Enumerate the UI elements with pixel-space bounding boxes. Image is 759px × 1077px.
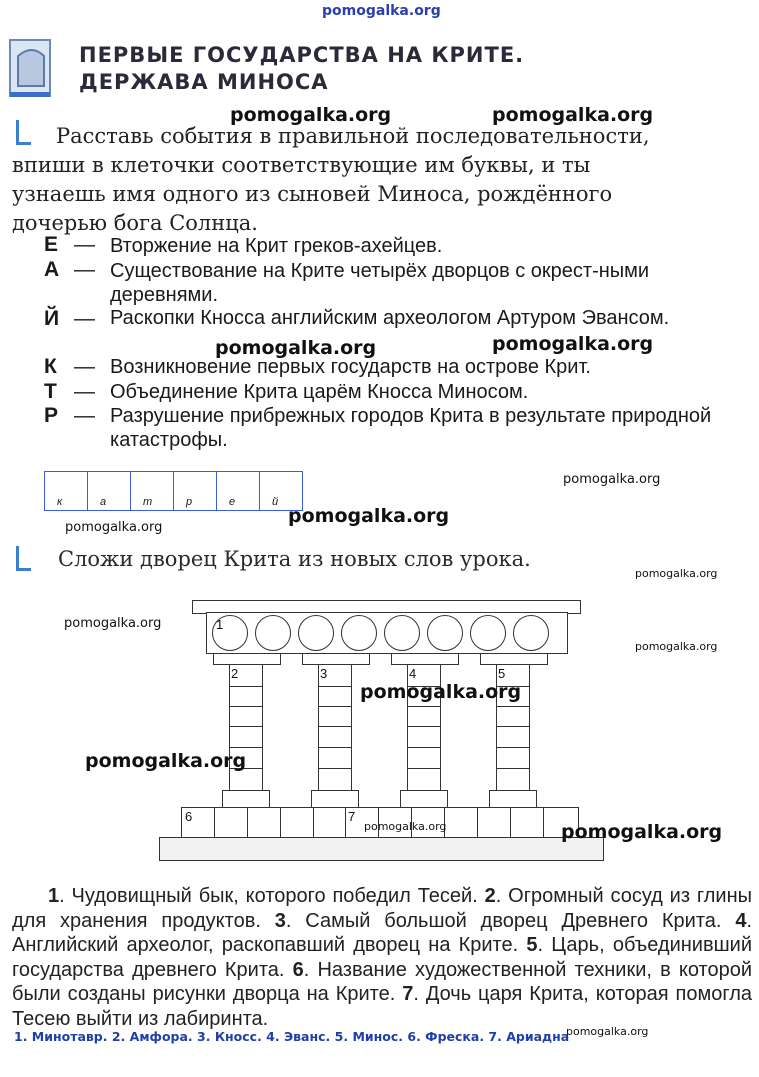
clue-number: 5 xyxy=(498,666,506,681)
watermark-top: pomogalka.org xyxy=(322,3,441,19)
crossword-cell[interactable] xyxy=(313,807,346,838)
watermark: pomogalka.org xyxy=(492,104,654,126)
task1-line2: впиши в клеточки соответствующие им буквы, и ты xyxy=(12,153,591,177)
clue-number: 5 xyxy=(526,934,538,956)
crossword-cell[interactable] xyxy=(214,807,248,838)
crossword-cell[interactable] xyxy=(341,615,377,651)
watermark: pomogalka.org xyxy=(215,337,377,359)
crossword-cell[interactable] xyxy=(280,807,314,838)
crossword-cell[interactable] xyxy=(496,706,530,727)
answer-cell[interactable]: й xyxy=(272,496,279,508)
watermark: pomogalka.org xyxy=(288,505,450,527)
crossword-cell[interactable] xyxy=(407,768,441,791)
crossword-cell[interactable] xyxy=(318,686,352,707)
crossword-cell[interactable] xyxy=(318,768,352,791)
watermark: pomogalka.org xyxy=(566,1025,649,1038)
clue-text: . Чудовищный бык, которого победил Тесей. xyxy=(59,885,485,907)
watermark: pomogalka.org xyxy=(65,520,163,535)
answer-cells xyxy=(44,471,303,511)
crossword-cell[interactable] xyxy=(444,807,478,838)
event-letter: Р xyxy=(44,404,59,427)
answer-cell[interactable]: т xyxy=(131,472,174,510)
clue-number: 3 xyxy=(274,909,286,932)
crossword-cell[interactable] xyxy=(407,747,441,769)
task1-line4: дочерью бога Солнца. xyxy=(12,211,258,235)
crossword-cell[interactable] xyxy=(298,615,334,651)
crossword-cell[interactable] xyxy=(255,615,291,651)
event-letter: Т xyxy=(44,380,57,403)
task1-line1: Расставь события в правильной последовательности, xyxy=(56,124,650,148)
crossword-cell[interactable] xyxy=(229,706,263,727)
crossword-cell[interactable] xyxy=(510,807,544,838)
clue-number: 7 xyxy=(402,983,414,1005)
event-letter: К xyxy=(44,355,57,378)
clue-text: . Английский археолог, раскопавший дворец на Крите. xyxy=(12,909,752,956)
crossword-cell[interactable] xyxy=(407,726,441,748)
clue-text: . Самый большой дворец Древнего Крита. xyxy=(285,909,736,932)
event-text: Разрушение прибрежных городов Крита в результате природной катастрофы. xyxy=(110,405,712,451)
crossword-cell[interactable] xyxy=(513,615,549,651)
page-title xyxy=(79,42,524,96)
watermark: pomogalka.org xyxy=(492,333,654,355)
clue-text: . Дочь царя Крита, которая помогла Тесею выйти из лабиринта. xyxy=(12,983,752,1030)
crossword-cell[interactable] xyxy=(318,726,352,748)
crossword-cell[interactable] xyxy=(496,726,530,748)
event-dash: — xyxy=(74,307,95,330)
crossword-cell[interactable] xyxy=(496,747,530,769)
crossword-cell[interactable] xyxy=(427,615,463,651)
clue-text: . Название художественной техники, в которой были созданы рисунки дворца на Крите. xyxy=(12,958,752,1005)
event-dash: — xyxy=(74,404,95,427)
watermark: pomogalka.org xyxy=(64,616,162,631)
crossword-cell[interactable] xyxy=(470,615,506,651)
crossword-cell[interactable] xyxy=(229,686,263,707)
event-letter: Й xyxy=(44,307,60,330)
clue-text: . Огромный сосуд из глины для хранения продуктов. xyxy=(12,885,752,932)
event-dash: — xyxy=(74,258,95,281)
watermark: pomogalka.org xyxy=(85,750,247,772)
clue-number: 3 xyxy=(320,666,328,681)
event-text: Раскопки Кносса английским археологом Артуром Эвансом. xyxy=(110,307,670,329)
answers-line: 1. Минотавр. 2. Амфора. 3. Кносс. 4. Эванс. 5. Минос. 6. Фреска. 7. Ариадна xyxy=(14,1029,570,1044)
crossword-cell[interactable] xyxy=(318,747,352,769)
watermark: pomogalka.org xyxy=(364,820,447,833)
event-text: Существование на Крите четырёх дворцов с окрест-ными деревнями. xyxy=(110,260,650,306)
task1-line3: узнаешь имя одного из сыновей Миноса, рождённого xyxy=(12,182,613,206)
watermark: pomogalka.org xyxy=(360,681,522,703)
watermark: pomogalka.org xyxy=(563,472,661,487)
event-letter: А xyxy=(44,258,60,281)
task-marker-icon xyxy=(16,546,31,571)
event-dash: — xyxy=(74,380,95,403)
answer-cell[interactable]: а xyxy=(88,472,131,510)
crossword-cell[interactable] xyxy=(247,807,281,838)
event-text: Возникновение первых государств на острове Крит. xyxy=(110,356,591,378)
crossword-cell[interactable] xyxy=(477,807,511,838)
event-text: Вторжение на Крит греков-ахейцев. xyxy=(110,235,443,257)
clue-number: 2 xyxy=(484,885,496,907)
answer-cell[interactable]: к xyxy=(45,472,88,510)
clue-text: . Царь, объединивший государства древнего Крита. xyxy=(12,934,752,981)
clue-number: 2 xyxy=(231,666,239,681)
crossword-cell[interactable] xyxy=(384,615,420,651)
crossword-cell[interactable] xyxy=(229,726,263,748)
watermark: pomogalka.org xyxy=(635,640,718,653)
crossword-cell[interactable] xyxy=(407,706,441,727)
title-line2: ДЕРЖАВА МИНОСА xyxy=(79,70,329,94)
task1-prompt xyxy=(12,122,752,238)
watermark: pomogalka.org xyxy=(561,821,723,843)
title-line1: ПЕРВЫЕ ГОСУДАРСТВА НА КРИТЕ. xyxy=(79,43,525,67)
clue-number: 4 xyxy=(735,909,747,932)
answer-cell[interactable]: е xyxy=(217,472,260,510)
watermark: pomogalka.org xyxy=(635,567,718,580)
clue-number: 7 xyxy=(348,809,356,824)
crossword-cell[interactable] xyxy=(318,706,352,727)
task2-prompt: Сложи дворец Крита из новых слов урока. xyxy=(58,547,531,571)
watermark: pomogalka.org xyxy=(230,104,392,126)
crossword-clues xyxy=(12,884,752,1031)
event-letter: Е xyxy=(44,233,59,256)
clue-number: 6 xyxy=(185,809,193,824)
event-dash: — xyxy=(74,355,95,378)
crossword-cell[interactable] xyxy=(496,768,530,791)
event-dash: — xyxy=(74,233,95,256)
clue-number: 6 xyxy=(292,958,304,981)
clue-number: 1 xyxy=(48,885,60,907)
answer-cell[interactable]: р xyxy=(174,472,217,510)
event-text: Объединение Крита царём Кносса Миносом. xyxy=(110,381,529,403)
clue-number: 4 xyxy=(409,666,417,681)
chapter-icon xyxy=(8,36,56,100)
clue-number: 1 xyxy=(216,617,224,632)
